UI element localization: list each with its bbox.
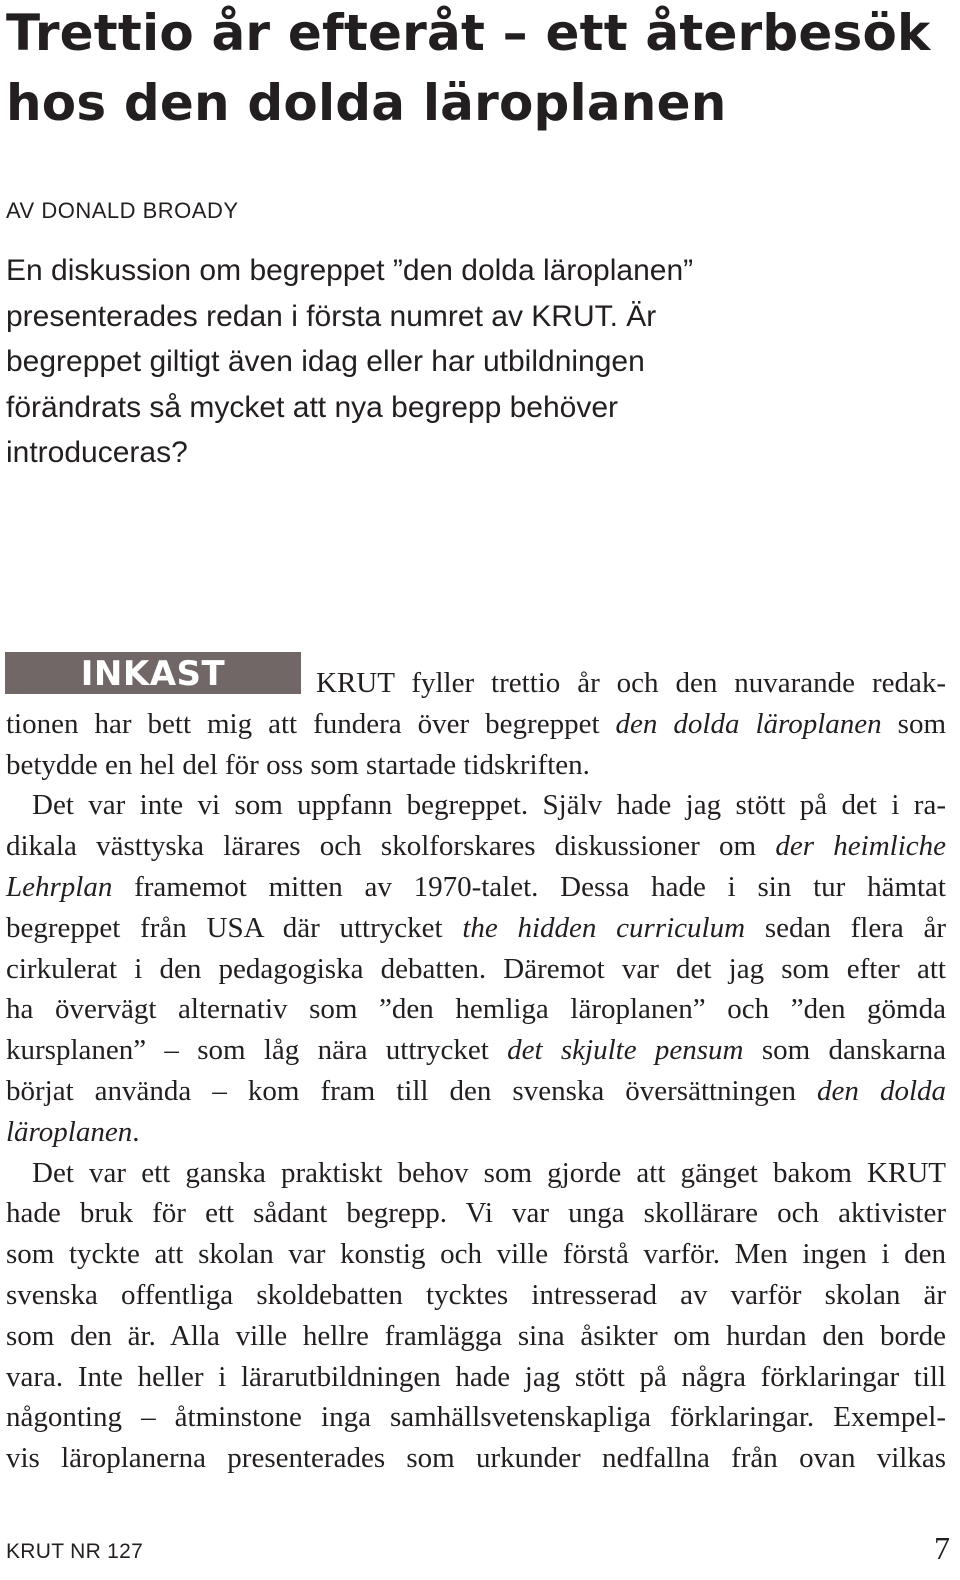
lead-line: förändrats så mycket att nya begrepp behöver (6, 390, 619, 424)
body-line: någonting – åtminstone inga samhällsvetenskapliga förklaringar. Exempel- (6, 1401, 946, 1434)
footer-journal: KRUT NR 127 (6, 1540, 144, 1563)
body-line: som den är. Alla ville hellre framlägga sina åsikter om hurdan den borde (6, 1319, 946, 1352)
body-text-span: . (132, 1115, 140, 1148)
byline: AV DONALD BROADY (6, 198, 239, 223)
body-line: ha övervägt alternativ som ”den hemliga läroplanen” och ”den gömda (6, 993, 946, 1026)
body-italic-span: den dolda (817, 1074, 946, 1107)
body-text-span: som (881, 707, 946, 740)
body-text-span: dikala västtyska lärares och skolforskares diskussioner om (6, 830, 776, 863)
body-line: vis läroplanerna presenterades som urkunder nedfallna från ovan vilkas (6, 1442, 946, 1475)
body-line (6, 1112, 946, 1153)
body-line: cirkulerat i den pedagogiska debatten. Däremot var det jag som efter att (6, 952, 946, 985)
body-line (6, 1071, 946, 1112)
article-body (6, 663, 946, 1479)
lead-line: En diskussion om begreppet ”den dolda läroplanen” (6, 254, 694, 287)
body-italic-span: der heimliche (775, 830, 946, 863)
body-italic-span: den dolda läroplanen (615, 707, 882, 740)
title-line: Trettio år efteråt – ett återbesök (6, 4, 931, 62)
section-label: INKAST (5, 652, 301, 694)
body-line: KRUT fyller trettio år och den nuvarande redak- (316, 667, 946, 699)
body-line: betydde en hel del för oss som startade tidskriften. (6, 748, 590, 781)
body-text-span: sedan flera år (745, 911, 946, 944)
body-line (6, 908, 946, 949)
body-line: Det var inte vi som uppfann begreppet. Själv hade jag stött på det i ra- (32, 789, 946, 822)
title-line: hos den dolda läroplanen (6, 74, 727, 132)
body-text-span: börjat använda – kom fram till den svenska översättningen (6, 1074, 818, 1107)
body-text-span: tionen har bett mig att fundera över begreppet (6, 707, 616, 740)
body-text-span: kursplanen” – som låg nära uttrycket (6, 1034, 508, 1067)
article-title (6, 0, 956, 138)
body-line (6, 704, 946, 745)
body-italic-span: the hidden curriculum (462, 911, 746, 944)
body-line: vara. Inte heller i lärarutbildningen hade jag stött på några förklaringar till (6, 1360, 946, 1393)
lead-line: introduceras? (6, 436, 188, 469)
body-line: svenska offentliga skoldebatten tycktes intresserad av varför skolan är (6, 1278, 946, 1311)
body-text-span: begreppet från USA där uttrycket (6, 911, 463, 944)
lead-line: presenterades redan i första numret av KRUT. Är (6, 299, 657, 333)
body-line: hade bruk för ett sådant begrepp. Vi var unga skollärare och aktivister (6, 1197, 946, 1230)
lead-line: begreppet giltigt även idag eller har utbildningen (6, 345, 645, 378)
body-italic-span: Lehrplan (6, 870, 113, 903)
lead-paragraph (6, 248, 936, 476)
body-line (6, 826, 946, 867)
body-line (6, 1030, 946, 1071)
body-line (6, 867, 946, 908)
body-italic-span: läroplanen (6, 1115, 133, 1148)
body-text-span: framemot mitten av 1970-talet. Dessa hade i sin tur hämtat (112, 870, 946, 903)
body-line: som tyckte att skolan var konstig och ville förstå varför. Men ingen i den (6, 1238, 946, 1271)
body-text-span: som danskarna (743, 1034, 947, 1067)
body-line: Det var ett ganska praktiskt behov som gjorde att gänget bakom KRUT (32, 1156, 946, 1189)
page-number: 7 (934, 1530, 950, 1566)
body-italic-span: det skjulte pensum (507, 1034, 744, 1067)
